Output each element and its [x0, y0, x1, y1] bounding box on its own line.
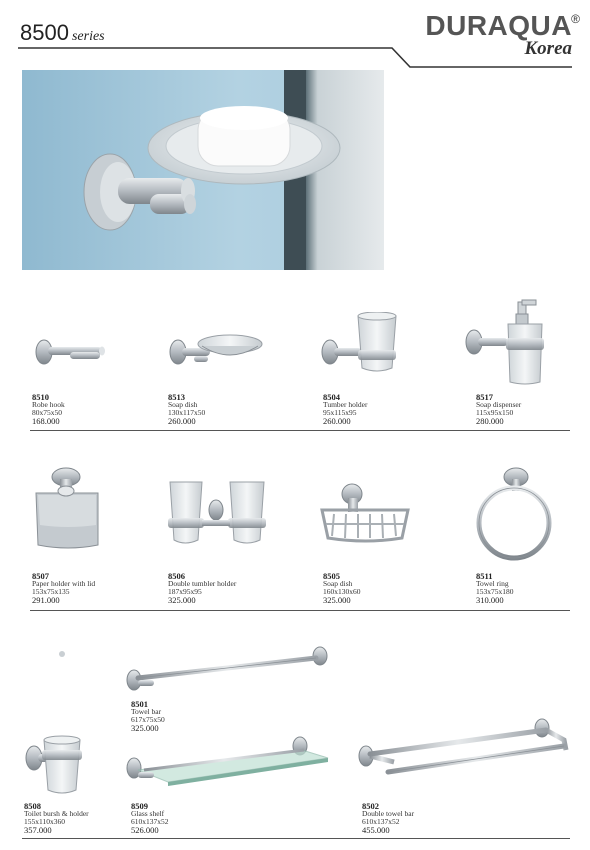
product-code: 8510 [32, 392, 49, 402]
product-size: 153x75x180 [476, 587, 514, 596]
product-name: Towel bar [131, 707, 162, 716]
product-size: 115x95x150 [476, 408, 514, 417]
product-code: 8501 [131, 699, 148, 709]
registered-mark: ® [571, 12, 580, 26]
product-name: Double tumbler holder [168, 579, 237, 588]
product-price: 325.000 [168, 595, 196, 605]
row-divider [30, 430, 570, 431]
product-name: Soap dish [323, 579, 353, 588]
product-code: 8517 [476, 392, 493, 402]
robe-hook-icon [30, 330, 110, 375]
product-size: 160x130x60 [323, 587, 361, 596]
product-code: 8502 [362, 801, 379, 811]
product-name: Soap dispenser [476, 400, 522, 409]
series-word: series [71, 29, 105, 44]
product-size: 617x75x50 [131, 715, 165, 724]
product-8502 [362, 802, 414, 834]
glass-shelf-icon [124, 736, 332, 790]
product-price: 260.000 [323, 416, 351, 426]
product-code: 8507 [32, 571, 49, 581]
product-code: 8509 [131, 801, 148, 811]
towel-ring-icon [472, 465, 554, 565]
brand-country: Korea [524, 38, 572, 59]
product-name: Towel ring [476, 579, 509, 588]
product-name: Double towel bar [362, 809, 415, 818]
product-price: 310.000 [476, 595, 504, 605]
product-price: 526.000 [131, 825, 159, 835]
product-8507 [32, 572, 95, 604]
double-towel-bar-icon [354, 716, 570, 786]
toilet-brush-icon [22, 650, 84, 800]
product-code: 8506 [168, 571, 185, 581]
product-code: 8513 [168, 392, 185, 402]
product-size: 95x115x95 [323, 408, 357, 417]
product-name: Paper holder with lid [32, 579, 96, 588]
product-8505 [323, 572, 361, 604]
row-divider [30, 610, 570, 611]
paper-holder-icon [30, 465, 105, 555]
soap-dispenser-icon [462, 296, 552, 386]
tumbler-holder-icon [318, 312, 403, 374]
product-size: 610x137x52 [362, 817, 400, 826]
product-code: 8511 [476, 571, 493, 581]
product-8510 [32, 393, 65, 425]
brand-name: DURAQUA [425, 10, 572, 41]
product-price: 291.000 [32, 595, 60, 605]
header-rule [0, 40, 590, 70]
towel-bar-icon [124, 646, 330, 692]
product-name: Robe hook [32, 400, 65, 409]
double-tumbler-holder-icon [164, 476, 272, 548]
product-code: 8508 [24, 801, 41, 811]
product-8517 [476, 393, 521, 425]
series-number: 8500 [20, 20, 69, 45]
product-8509 [131, 802, 169, 834]
product-8504 [323, 393, 368, 425]
product-8508 [24, 802, 89, 834]
product-price: 357.000 [24, 825, 52, 835]
product-size: 610x137x52 [131, 817, 169, 826]
product-name: Soap dish [168, 400, 198, 409]
product-size: 153x75x135 [32, 587, 70, 596]
product-name: Tumber holder [323, 400, 368, 409]
product-name: Toilet bursh & holder [24, 809, 89, 818]
soap-dish-icon [166, 330, 266, 375]
product-size: 130x117x50 [168, 408, 206, 417]
product-price: 260.000 [168, 416, 196, 426]
product-8501 [131, 700, 165, 732]
product-price: 325.000 [323, 595, 351, 605]
product-price: 325.000 [131, 723, 159, 733]
product-size: 187x95x95 [168, 587, 202, 596]
product-code: 8505 [323, 571, 340, 581]
product-price: 455.000 [362, 825, 390, 835]
product-8506 [168, 572, 236, 604]
product-price: 168.000 [32, 416, 60, 426]
product-name: Glass shelf [131, 809, 165, 818]
soap-basket-icon [318, 480, 414, 546]
product-8511 [476, 572, 514, 604]
hero-photo [22, 70, 384, 270]
row-divider [22, 838, 570, 839]
product-price: 280.000 [476, 416, 504, 426]
product-8513 [168, 393, 205, 425]
product-code: 8504 [323, 392, 340, 402]
product-size: 80x75x50 [32, 408, 62, 417]
product-size: 155x110x360 [24, 817, 65, 826]
